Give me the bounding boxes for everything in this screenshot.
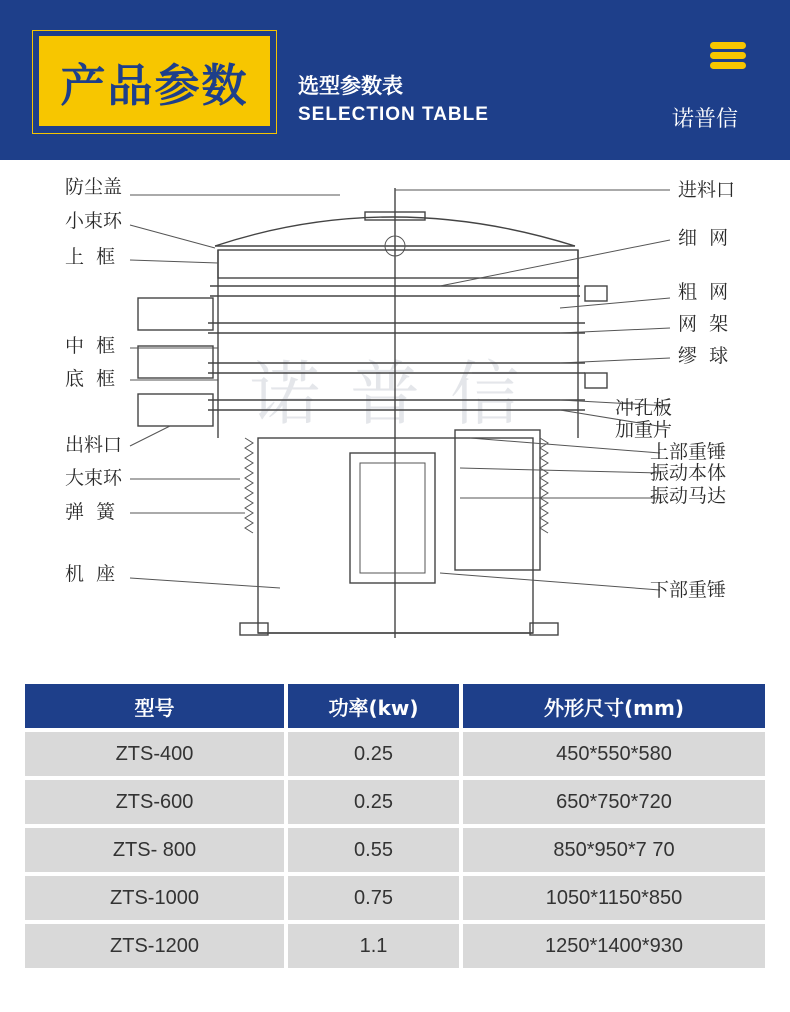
label-vibration-body: 振动本体: [650, 462, 727, 484]
table-row: [25, 780, 765, 828]
page-title: 产品参数: [60, 58, 249, 112]
cell-model: ZTS-1000: [25, 876, 284, 920]
left-labels: [65, 176, 123, 585]
cell-dimensions: 850*950*7 70: [463, 828, 765, 872]
label-coarse-mesh: 粗 网: [678, 281, 729, 303]
brand-name: 诺普信: [672, 107, 739, 132]
watermark: 诺普信: [250, 353, 550, 435]
label-bottom-frame: 底 框: [65, 368, 116, 390]
cell-model: ZTS-600: [25, 780, 284, 824]
header-power: 功率(kw): [288, 684, 459, 728]
spec-table: [25, 684, 765, 972]
cell-power: 1.1: [288, 924, 459, 968]
label-base: 机 座: [65, 563, 116, 585]
label-bouncing-ball: 缪 球: [678, 345, 729, 367]
label-large-clamp-ring: 大束环: [65, 467, 123, 489]
label-lower-weight: 下部重锤: [650, 579, 727, 601]
cell-power: 0.55: [288, 828, 459, 872]
label-small-clamp-ring: 小束环: [65, 210, 123, 232]
table-row: [25, 924, 765, 972]
cell-dimensions: 450*550*580: [463, 732, 765, 776]
header-model: 型号: [25, 684, 284, 728]
page-header: [0, 0, 790, 160]
cell-power: 0.25: [288, 732, 459, 776]
label-vibration-motor: 振动马达: [650, 485, 727, 507]
label-upper-weight: 上部重锤: [650, 441, 727, 463]
label-feed-inlet: 进料口: [678, 179, 736, 201]
menu-icon[interactable]: [710, 42, 746, 70]
machine-diagram: [40, 168, 760, 658]
label-weight-plate: 加重片: [615, 419, 673, 441]
header-dimensions: 外形尺寸(mm): [463, 684, 765, 728]
table-row: [25, 828, 765, 876]
label-middle-frame: 中 框: [65, 335, 116, 357]
cell-dimensions: 1250*1400*930: [463, 924, 765, 968]
label-mesh-frame: 网 架: [678, 313, 729, 335]
table-header-row: [25, 684, 765, 732]
cell-model: ZTS-400: [25, 732, 284, 776]
subtitle-chinese: 选型参数表: [298, 74, 403, 98]
title-badge: [39, 36, 270, 126]
label-upper-frame: 上 框: [65, 246, 116, 268]
cell-model: ZTS-1200: [25, 924, 284, 968]
machine-diagram-svg: [40, 168, 760, 658]
cell-power: 0.75: [288, 876, 459, 920]
table-row: [25, 876, 765, 924]
cell-power: 0.25: [288, 780, 459, 824]
table-row: [25, 732, 765, 780]
label-fine-mesh: 细 网: [678, 227, 729, 249]
cell-dimensions: 1050*1150*850: [463, 876, 765, 920]
label-dust-cover: 防尘盖: [65, 176, 123, 198]
label-discharge-outlet: 出料口: [65, 434, 123, 456]
cell-model: ZTS- 800: [25, 828, 284, 872]
subtitle-english: SELECTION TABLE: [298, 104, 489, 125]
cell-dimensions: 650*750*720: [463, 780, 765, 824]
label-punched-plate: 冲孔板: [615, 397, 673, 419]
right-labels: [615, 179, 735, 601]
label-spring: 弹 簧: [65, 501, 116, 523]
